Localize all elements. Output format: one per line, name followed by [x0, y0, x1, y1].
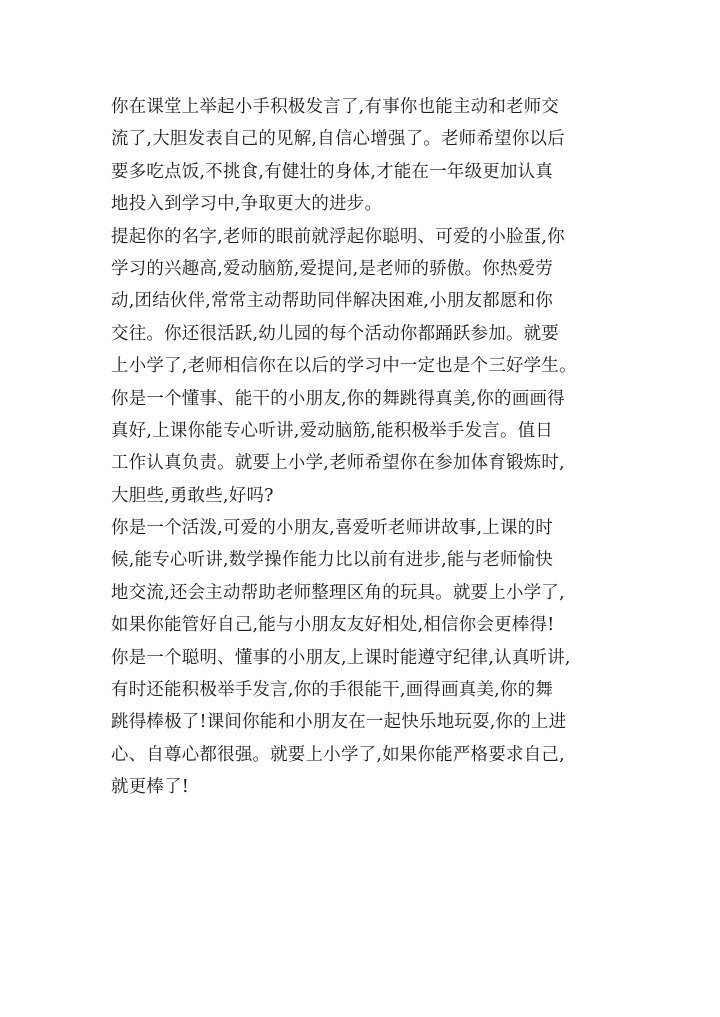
comment-paragraph-2	[111, 221, 631, 383]
text-line: 交往。你还很活跃,幼儿园的每个活动你都踊跃参加。就要	[111, 323, 560, 344]
text-line: 如果你能管好自己,能与小朋友友好相处,相信你会更棒得!	[111, 615, 555, 636]
text-line: 你在课堂上举起小手积极发言了,有事你也能主动和老师交	[111, 97, 560, 117]
text-line: 动,团结伙伴,常常主动帮助同伴解决困难,小朋友都愿和你	[111, 291, 554, 312]
text-line: 候,能专心听讲,数学操作能力比以前有进步,能与老师愉快	[111, 550, 554, 571]
text-line: 流了,大胆发表自己的见解,自信心增强了。老师希望你以后	[111, 129, 565, 150]
text-line: 有时还能积极举手发言,你的手很能干,画得画真美,你的舞	[111, 680, 554, 701]
text-line: 要多吃点饭,不挑食,有健壮的身体,才能在一年级更加认真	[111, 161, 554, 182]
document-body	[111, 91, 631, 804]
text-line: 心、自尊心都很强。就要上小学了,如果你能严格要求自己,	[111, 744, 565, 765]
text-line: 你是一个懂事、能干的小朋友,你的舞跳得真美,你的画画得	[111, 388, 565, 409]
text-line: 你是一个聪明、懂事的小朋友,上课时能遵守纪律,认真听讲,	[111, 647, 571, 668]
text-line: 地投入到学习中,争取更大的进步。	[111, 194, 383, 215]
text-line: 你是一个活泼,可爱的小朋友,喜爱听老师讲故事,上课的时	[111, 518, 554, 539]
text-line: 跳得棒极了!课间你能和小朋友在一起快乐地玩耍,你的上进	[111, 712, 567, 733]
comment-paragraph-1	[111, 91, 631, 221]
text-line: 真好,上课你能专心听讲,爱动脑筋,能积极举手发言。值日	[111, 420, 554, 441]
text-line: 大胆些,勇敢些,好吗?	[111, 485, 274, 506]
text-line: 上小学了,老师相信你在以后的学习中一定也是个三好学生。	[111, 356, 577, 377]
text-line: 工作认真负责。就要上小学,老师希望你在参加体育锻炼时,	[111, 453, 565, 474]
text-line: 提起你的名字,老师的眼前就浮起你聪明、可爱的小脸蛋,你	[111, 226, 565, 247]
comment-paragraph-4	[111, 512, 631, 642]
comment-paragraph-3	[111, 383, 631, 513]
text-line: 学习的兴趣高,爱动脑筋,爱提问,是老师的骄傲。你热爱劳	[111, 258, 554, 279]
text-line: 地交流,还会主动帮助老师整理区角的玩具。就要上小学了,	[111, 582, 565, 603]
text-line: 就更棒了!	[111, 777, 190, 798]
comment-paragraph-5	[111, 642, 631, 804]
